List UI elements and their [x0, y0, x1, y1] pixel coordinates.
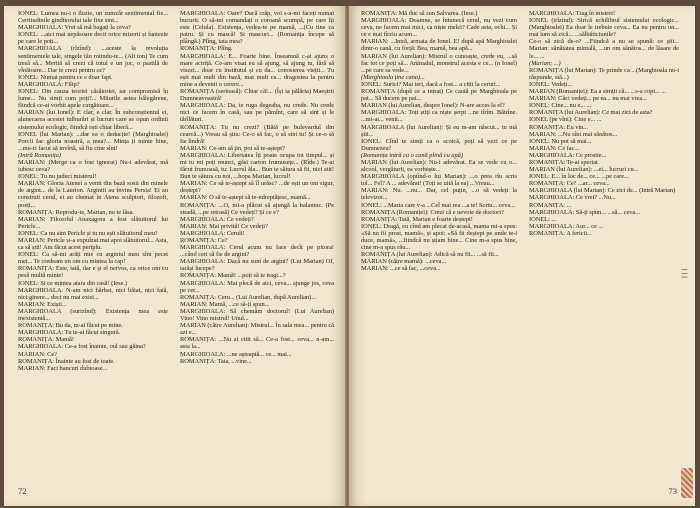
dialogue-line: IONEL: Lumea nu-i o iluzie, un zumzăr sentimental fix... Certitudinile ginditorului tale fixe sint... — [18, 10, 168, 25]
dialogue-line: MARIAN: Ce? — [18, 350, 57, 358]
dialogue-line: ROMANIȚA: Eu vin... — [529, 123, 588, 131]
dialogue-line: MARGHIOALA: Oare? Dacă crăp, voi s-a-mi faceți numai bucurii. O să-mi comandați o coroană scumpă, pe care îți este (Celula). Existența, vedea-te pe mamă, ...(Cu tine ca patru. Și cu mască! Și mascuri... (Romanița începe să plângă.) Plîng, tata mea? — [180, 10, 334, 46]
dialogue-line: MARGHIOALA: Ceruli! — [180, 229, 245, 237]
dialogue-line: ROMANIȚA: Ce? ...ar... ceva... — [529, 180, 610, 188]
left-page-column-1 — [18, 10, 168, 484]
left-page — [4, 6, 346, 506]
dialogue-line: (Marian; ...) — [529, 59, 561, 67]
dialogue-line: MARIAN: Ce-am să țin, pot să te-aștept? — [180, 144, 285, 152]
dialogue-line: MARIAN: Ce să te-aștept să îl urăsc? ...de ești un om sigur, deștept? — [180, 180, 334, 195]
dialogue-line: IONEL: Vedeți... — [529, 80, 573, 88]
dialogue-line: ROMANIȚA (lui Marian): Te prinde ca ...(Marghioala nu-i răspunde, stă...) — [529, 66, 679, 81]
dialogue-line: MARGHIOALA: N-am nici bărbat, nici băiat, nici fată, nici ginere... deci nu mai exist... — [18, 286, 168, 301]
dialogue-line: IONEL (trîzind): Strică echilibrul sistemului ecologic... (Marghioalei) Ea doar le trebuie ceva... Ea nu pentru un... mai lum să zică... ...sălbăticiunile? — [529, 17, 679, 39]
margin-mark: ||| — [681, 268, 688, 279]
dialogue-line: IONEL (lui Marian): ...dar ea o deducție! (Marghioalei) Porcii fac gloria noastră, a mea?... Mința ți minte bine, ...mu-ri facut să invîrtă, să fiu cine sînt! — [18, 130, 168, 152]
dialogue-line: MARIAN (lui Ionel): E clar, e clar. În subconștientul ei, alunecarea acestei tulburări și lucruri care se opun ordinii sistemului ecologic, fiindcă ești chiar liberă... — [18, 109, 168, 131]
dialogue-line: MARIAN: ...ce să fac, ...ceva... — [361, 265, 441, 273]
dialogue-line: MARIAN: ...Nu sînt mai sănătos... — [529, 130, 618, 138]
dialogue-line: MARGHIOALA: Să chemăm doctorul! (Lui Aurelian) Vino! Vino mistrul! Unul... — [180, 307, 334, 323]
dialogue-line: MARIAN (către Aurelian): Mistrul... În sala mea... pentru că azi e... — [180, 322, 334, 337]
dialogue-line: ROMANIȚA: ...O, mi-a plăcut să ajungă la balamuc. (Pe stradă, ...pe retrasă) Ce vedeți? Și ce e? — [180, 201, 334, 216]
dialogue-line: ROMANIȚA: Înainte au fost de toate. — [18, 357, 115, 365]
page-number-left: 72 — [18, 486, 27, 496]
dialogue-line: MARIAN: (Merge ca o fost ignorat) Nu-i adevărat, mă iubesc ceva? — [18, 158, 168, 174]
page-edge-ribbon — [681, 468, 693, 498]
dialogue-line: MARGHIOALA: Da, te ruga degeaba, nu crede. Nu crede nici ce facem în casă, sau pe pămînt, care să sint și le tărîlături. — [180, 102, 334, 124]
right-page-column-2 — [529, 10, 679, 484]
dialogue-line: IONEL: Cînd te simți ca o scoică, poți să vezi ce pe Dumnezeu? — [361, 137, 517, 152]
dialogue-line: IONEL: ...aici mai nepăsoare decit orice mizerii și fantezie pe care le poți... — [18, 31, 168, 46]
dialogue-line: MARGHIOALA: Filip? — [18, 80, 80, 88]
dialogue-line: MARGHIOALA: Ce prostie... — [529, 151, 607, 159]
dialogue-line: MARIAN: Căci vedeți... pe ea... nu mai vrea... — [529, 95, 647, 103]
dialogue-line: ROMANIȚA (lui Aurelian): Ce mai zici de asta? — [529, 109, 653, 117]
dialogue-line: ROMANIȚA (lui Aurelian): Adică să nu fii... ...să fii... — [361, 251, 499, 259]
dialogue-line: ROMANIȚA: Este, tată, dar e și el nervos, ca orice om cu pesă multă minte! — [18, 265, 168, 280]
dialogue-line: MARIAN (Romaniței): Ea a simțit că... ...s-a copt... ... — [529, 88, 667, 96]
page-number-right: 73 — [668, 486, 677, 496]
dialogue-line: MARGHIOALA (optînd-o lui Marian): ...o prea rîu scris tol... Fel? A ... adevărat! (Toți se uită la ea) ...Vreau... — [361, 173, 517, 188]
dialogue-line: IONEL: ...Maria care v-a ...Cel mai rea ...a te! Scriu... ceva... — [361, 201, 515, 209]
dialogue-line: ROMANIȚA (serioasă): Chiar că!... (Își ia pălăria) Maeștrii Dumneavoastră! — [180, 88, 334, 103]
dialogue-line: ROMANIȚA: Plîng. — [180, 45, 233, 53]
dialogue-line: ROMANIȚA: Te-ai speriat. — [529, 158, 600, 166]
dialogue-line: MARIAN: Pericle și-a expulzat mai apoi slătuitorul... Asta, ca să știi! Am făcut acest periplu. — [18, 237, 168, 252]
dialogue-line: ROMANIȚA: Ceru... (Lui Aurelian, după Aurelian)... — [180, 293, 316, 301]
dialogue-line: MARIAN (lui Aurelian): Mistrul o cunoaște, crede eu, ...să fac tot ce poți să... Animalul, monstrul acesta e ce... (n Ionel) ...pe care sa vede... — [361, 52, 517, 74]
dialogue-line: IONEL (pe vînt): Cine e... ... — [529, 116, 602, 124]
dialogue-line: MARGHIOALA: Libertatea îți poate ocupa tot timpul... și mi tu mi poți munci, găsi carton frumusețe... (Rîde.) Te-ai făcut frumoasă, tu: Lucrul ăla... Bun te sătura să fii, nici atit! Bun te sătura cu noi, ...hopa Marian, lucrul! — [180, 151, 334, 181]
dialogue-line: MARGHIOALA (lui Marian): Ce zici de... (Intră Marian) — [529, 187, 676, 195]
dialogue-line: MARIAN: Nu. ...nu... Dar, cel puțin, ...o să vedeți la televizor... — [361, 187, 517, 202]
dialogue-line: IONEL: Ca nu sint Pericle și tu nu ești slătuitorul meu! — [18, 229, 158, 237]
dialogue-line: MARGHIOALA: Să-ți spun... ...să... ceva... — [529, 208, 640, 216]
dialogue-line: IONEL: E... în loc de... ce... ...pe care... — [529, 173, 629, 181]
dialogue-line: MARIAN: O să te-aștept să te-ndreptățesc, mamă... — [180, 194, 311, 202]
dialogue-line: ROMANIȚA: Mamă! ...poți să te tragi...? — [180, 272, 286, 280]
dialogue-line: MARGHIOALA: Mai plecă de aici, ceva... ajunge jos, ceva pe cer... — [180, 279, 334, 294]
dialogue-line: MARGHIOALA: Ce vrei? ...Nu... — [529, 194, 616, 202]
dialogue-line: MARGHIOALA: Toți știți ca niște șerpi ...ne tîrîm. Bătrîne. ...mi-ai... venit... — [361, 109, 517, 124]
dialogue-line: MARIAN: Ce fac... — [529, 144, 580, 152]
dialogue-line: IONEL: Surici? Mai ieri, dacă a fost... a citit la ceruri... — [361, 80, 501, 88]
dialogue-line: IONEL: Nu pot să mai... — [529, 137, 592, 145]
right-page — [349, 6, 695, 506]
dialogue-line: MARGHIOALA: Doamne, se întunecă cerul, nu vezi cum ceva, ne facem mai mici, ca niște melci? Cade asta, ochi... Și ce e mai tîrziu acum... — [361, 17, 517, 39]
dialogue-line: ROMANIȚA: Mă duc să sun Salvarea. (Iese.) — [361, 10, 478, 17]
dialogue-line: MARGHIOALA: Ce-a fost înainte, oul sau găina? — [18, 343, 146, 351]
dialogue-line: (Romanița intră cu o cană plină cu apă) — [361, 151, 463, 159]
dialogue-line: MARIAN: ...Intră, armata de Ionel. E! după apă Marghioalei dintr-o cană, cu forță: Bea, mamă, bea apă... — [361, 38, 517, 53]
dialogue-line: MARIAN: Gloria Atenei a venit din bază sosii din minele de argint... de la Laurion. Argintii au învins Persia! Ei au construit cerul, ei au chemat în Atena sculptori, filozofi, poeți... — [18, 180, 168, 209]
dialogue-line: IONEL: Ca să-mi arăți mie cu argintul meu sînt pecet mei... Te credeam un om cu mintea la cap! — [18, 251, 168, 266]
dialogue-line: ROMANIȚA: A fericii... — [529, 229, 592, 237]
dialogue-line: ROMANIȚA: ... — [529, 201, 572, 209]
dialogue-line: ROMANIȚA: Ce? — [180, 237, 228, 244]
dialogue-line: ROMANIȚA: Mamă! — [18, 336, 74, 344]
dialogue-line: IONEL: Din cauza teoriei căsătoriei, iar compromisă în lume... Nu simți cum poți?... Miturile astea bălegărene, fiindcă ce-ai vorbit apele curgătoare... — [18, 88, 168, 110]
dialogue-line: MARIAN: Faci bancuri dubioase... — [18, 364, 108, 372]
dialogue-line: MARIAN: Filozoful Anaxagora a fost slătuitorul lui Pericle... — [18, 215, 168, 230]
left-page-column-2 — [180, 10, 334, 484]
dialogue-line: ROMANIȚA: Tata, ...vine... — [180, 357, 252, 365]
dialogue-line: MARIAN (către mamă): ...ceva... — [361, 258, 447, 266]
dialogue-line: IONEL: ... — [529, 215, 557, 223]
dialogue-line: (Marghioala ține cana)... — [361, 73, 425, 81]
dialogue-line: MARGHIOALA: Ce vedeți? — [180, 215, 254, 223]
dialogue-line: MARIAN: Mamă, ...ce să-ți spun... — [180, 300, 270, 308]
dialogue-line: ROMANIȚA (Romaniței): Crezi că e nevoie de doctori? — [361, 208, 504, 216]
dialogue-line: ROMANIȚA: Bu da, m-ai făcut pe mine. — [18, 322, 123, 330]
dialogue-line: IONEL: Cine... nu e... ... — [529, 102, 592, 110]
dialogue-line: ROMANIȚA: Tată, Marian e foarte deștept! — [361, 215, 473, 223]
dialogue-line: IONEL: Și ce mintea atara din casă! (Iese.) — [18, 279, 128, 287]
dialogue-line: MARGHIOALA: Aur... ce ... — [529, 222, 604, 230]
dialogue-line: MARIAN (lui Aurelian): ...ei... lucruri cu... — [529, 166, 639, 174]
dialogue-line: ROMANIȚA: Tu nu crezi? (Bătă pe bulevardul din cearcă...) Vreau să știu: Ce-o să fac, o să sint tu! Și ce-o să fie lindră! — [180, 123, 334, 145]
dialogue-line: MARGHIOALA: Tu te-ai făcut singură. — [18, 329, 121, 337]
dialogue-line: MARIAN (lui Aurelian, despre Ionel): N-are acces la el? — [361, 102, 505, 110]
dialogue-line: MARGHIOALA: E... Foarte bine. Înseamnă c-ai ajuns o mare actriță. Ce-am visat eu să ajung, să ajung tu, fără să visezi... doar cu institutul și cu da... conosierea vieții... Tu ești mai mult din bază, mai mult ca... dragostea la pentru mine a devenit o cerere... — [180, 52, 334, 88]
dialogue-line: MARGHIOALA: Vrei să mă bagați la ceva? — [18, 24, 131, 32]
dialogue-line: IONEL: Numai pentru ce e doar fapt. — [18, 73, 113, 81]
dialogue-line: Ce-o să zică de-o? ...Fiindcă a nu se spună: ce știi... Marian: sănătatea mintală, ...un om sănătos... de lăsare de le... ... — [529, 38, 679, 60]
right-page-column-1 — [361, 10, 517, 484]
dialogue-line: MARGHIOALA (surizînd): Existența mea este inexistentă... — [18, 307, 168, 323]
dialogue-line: IONEL: Tu nu judeci misterul! — [18, 173, 97, 181]
dialogue-line: MARGHIOALA (lui Aurelian): Și eu m-am născut... tu mă știi... — [361, 123, 517, 138]
dialogue-line: ROMANIȚA: Reprodu-te, Marian, nu te lăsa. — [18, 208, 134, 216]
dialogue-line: ROMANIȚA: ...Nu ai citit să... Ce-a fost... ceva... n-am... asta la... — [180, 336, 334, 351]
dialogue-line: MARIAN (lui Aurelian): Nu-i adevărat. Ea se vede cu o... alcool, vergăturii, ea vorbește... — [361, 158, 517, 174]
dialogue-line: MARIAN: Mai privită! Ce vedeți? — [180, 222, 268, 230]
dialogue-line: MARGHIOALA: Dacă nu sunt de argint? (Lui Marian) Of, iarăși începe? — [180, 258, 334, 273]
dialogue-line: MARGHIOALA (rîzînd): ...aceste la revoluția sentimentele tale, singele tău rotindu-te... (Alt ton) Te cum tresă să... Merită să crezi că totul e un joc, o pastilă de vînătoare... Dar te crezi pentru ce? — [18, 45, 168, 74]
dialogue-line: IONEL: Dragă, eu cînd am plecat de-acasă, mama mi-a spus: «Să nu fii prost, mamă», și apoi: «Să fii deștept pe unde te-i duce, mamă», ...fiindcă nu știam bine... Cine m-a spus bine, cine m-a spus rău... — [361, 222, 517, 252]
dialogue-line: MARGHIOALA: ...ne așteaptă... ce... mai... — [180, 350, 292, 358]
dialogue-line: MARGHIOALA: Trag în mistret! — [529, 10, 616, 17]
dialogue-line: MARGHIOALA: Cerul acum nu face decît pe pitora! ...când ceri să fie de argint? — [180, 244, 334, 259]
dialogue-line: MARIAN: Exiști... — [18, 300, 67, 308]
dialogue-line: (Intră Romanița) — [18, 151, 62, 159]
dialogue-line: ROMANIȚA (după ce a intrat) Ce caută pe Marghioala pe pat... Să ducem pe pat... — [361, 88, 517, 103]
